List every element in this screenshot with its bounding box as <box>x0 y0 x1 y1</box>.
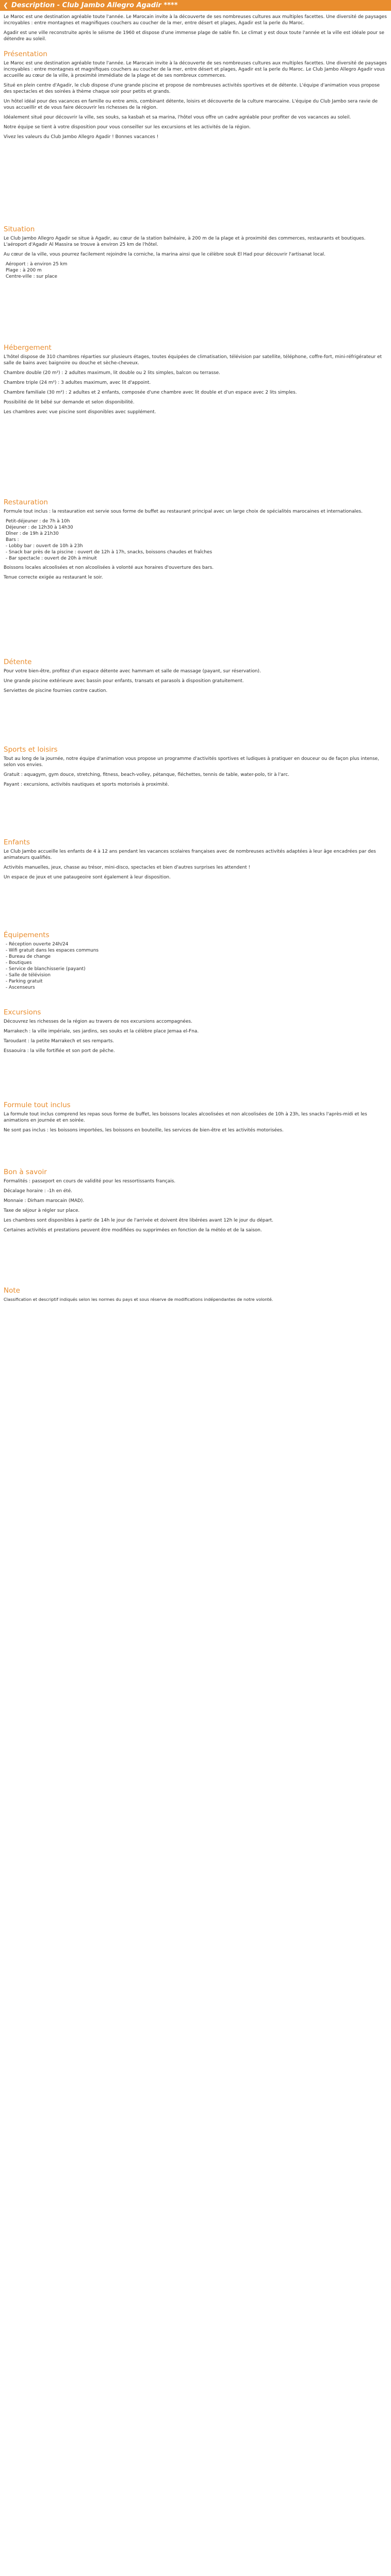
restauration-section <box>4 498 388 584</box>
section-paragraph: Taroudant : la petite Marrakech et ses remparts. <box>4 1039 115 1044</box>
section-paragraph: Possibilité de lit bébé sur demande et selon disponibilité. <box>4 400 135 405</box>
section-paragraph: Certaines activités et prestations peuvent être modifiées ou supprimées en fonction de la météo et de la saison. <box>4 1228 262 1233</box>
section-paragraph: Marrakech : la ville impériale, ses jardins, ses souks et la célèbre place Jemaa el-Fna. <box>4 1029 199 1034</box>
section-paragraph: Situé en plein centre d'Agadir, le club dispose d'une grande piscine et propose de nombreuses activités sportives et de détente. L'équipe d'animation vous propose des spectacles et des soirées à thème chaque soir pour petits et grands. <box>4 83 380 94</box>
intro-section <box>4 14 388 46</box>
section-paragraph: Essaouira : la ville fortifiée et son port de pêche. <box>4 1048 115 1054</box>
list-item: - Bureau de change <box>6 954 388 960</box>
section-title: Enfants <box>4 838 30 846</box>
section-paragraph: Classification et descriptif indiqués selon les normes du pays et sous réserve de modifications indépendantes de notre volonté. <box>4 1297 273 1302</box>
note-section <box>4 1286 388 1306</box>
section-title: Présentation <box>4 50 47 58</box>
header-bar <box>0 0 391 11</box>
list-item: - Boutiques <box>6 960 388 966</box>
list-item: Dîner : de 19h à 21h30 <box>6 531 59 536</box>
section-title: Excursions <box>4 1008 41 1016</box>
section-paragraph: Décalage horaire : -1h en été. <box>4 1189 73 1194</box>
list-item: Plage : à 200 m <box>6 268 42 273</box>
list-item: - Snack bar près de la piscine : ouvert de 12h à 17h, snacks, boissons chaudes et fraîches <box>6 550 213 555</box>
section-paragraph: Boissons locales alcoolisées et non alcoolisées à volonté aux horaires d'ouverture des bars. <box>4 565 214 570</box>
section-paragraph: Activités manuelles, jeux, chasse au trésor, mini-disco, spectacles et bien d'autres surprises les attendent ! <box>4 865 251 870</box>
section-paragraph: L'hôtel dispose de 310 chambres réparties sur plusieurs étages, toutes équipées de climatisation, télévision par satellite, téléphone, coffre-fort, mini-réfrigérateur et salle de bains avec baignoire ou douche et sèche-cheveux. <box>4 354 382 366</box>
section-paragraph: Les chambres avec vue piscine sont disponibles avec supplément. <box>4 410 156 415</box>
section-paragraph: Chambre familiale (30 m²) : 2 adultes et 2 enfants, composée d'une chambre avec lit double et d'un espace avec 2 lits simples. <box>4 390 297 395</box>
section-paragraph: La formule tout inclus comprend les repas sous forme de buffet, les boissons locales alcoolisées et non alcoolisées de 10h à 23h, les snacks l'après-midi et les animations en journée et en soirée. <box>4 1112 367 1123</box>
section-title: Situation <box>4 225 35 233</box>
hebergement-section <box>4 344 388 419</box>
list-item: - Bar spectacle : ouvert de 20h à minuit <box>6 556 97 561</box>
section-paragraph: Ne sont pas inclus : les boissons importées, les boissons en bouteille, les services de bien-être et les activités motorisées. <box>4 1128 284 1133</box>
list-item: - Salle de télévision <box>6 972 388 978</box>
section-paragraph: Le Club Jambo accueille les enfants de 4 à 12 ans pendant les vacances scolaires françaises avec de nombreuses activités adaptées à leur âge encadrées par des animateurs qualifiés. <box>4 849 376 860</box>
section-paragraph: Notre équipe se tient à votre disposition pour vous conseiller sur les excursions et les activités de la région. <box>4 125 251 130</box>
section-paragraph: Un espace de jeux et une pataugeoire sont également à leur disposition. <box>4 875 171 880</box>
section-title: Restauration <box>4 498 48 506</box>
section-paragraph: Taxe de séjour à régler sur place. <box>4 1208 80 1213</box>
section-paragraph: Chambre triple (24 m²) : 3 adultes maximum, avec lit d'appoint. <box>4 380 151 385</box>
list-item: - Service de blanchisserie (payant) <box>6 966 388 972</box>
section-paragraph: Le Maroc est une destination agréable toute l'année. Le Marocain invite à la découverte de ses nombreuses cultures aux multiples facettes. Une diversité de paysages incroyables : entre montagnes et magnifiques couchers au coucher de la mer, entre désert et plages, Agadir est la perle du Maroc. Le Club Jambo Allegro Agadir vous accueille au cœur de la ville, à proximité immédiate de la plage et de ses nombreux commerces. <box>4 61 387 78</box>
list-item: - Ascenseurs <box>6 985 388 991</box>
section-paragraph: Tenue correcte exigée au restaurant le soir. <box>4 575 103 580</box>
list-item: - Wifi gratuit dans les espaces communs <box>6 947 388 954</box>
list-item: Petit-déjeuner : de 7h à 10h <box>6 519 70 524</box>
detente-section <box>4 658 388 698</box>
section-paragraph: Tout au long de la journée, notre équipe d'animation vous propose un programme d'activités sportives et ludiques à pratiquer en douceur ou de façon plus intense, selon vos envies. <box>4 756 379 768</box>
list-item: Déjeuner : de 12h30 à 14h30 <box>6 525 73 530</box>
section-paragraph: Les chambres sont disponibles à partir de 14h le jour de l'arrivée et doivent être libérées avant 12h le jour du départ. <box>4 1218 273 1223</box>
presentation-section <box>4 50 388 144</box>
section-paragraph: Monnaie : Dirham marocain (MAD). <box>4 1198 85 1204</box>
section-paragraph: Le Club Jambo Allegro Agadir se situe à Agadir, au cœur de la station balnéaire, à 200 m de la plage et à proximité des commerces, restaurants et boutiques. L'aéroport d'Agadir Al Massira se trouve à environ 25 km de l'hôtel. <box>4 236 366 247</box>
section-paragraph: Au cœur de la ville, vous pourrez facilement rejoindre la corniche, la marina ainsi que le célèbre souk El Had pour découvrir l'artisanat local. <box>4 252 325 257</box>
page-title: Description - Club Jambo Allegro Agadir **** <box>11 2 178 9</box>
distance-list <box>4 261 388 280</box>
list-item: Aéroport : à environ 25 km <box>6 262 68 267</box>
section-title: Formule tout inclus <box>4 1101 71 1109</box>
section-title: Détente <box>4 658 32 666</box>
list-item: - Lobby bar : ouvert de 10h à 23h <box>6 544 83 549</box>
schedule-list <box>4 518 388 562</box>
section-paragraph: Une grande piscine extérieure avec bassin pour enfants, transats et parasols à disposition gratuitement. <box>4 679 244 684</box>
section-paragraph: Idéalement situé pour découvrir la ville, ses souks, sa kasbah et sa marina, l'hôtel vous offre un cadre agréable pour profiter de vos vacances au soleil. <box>4 115 351 120</box>
section-paragraph: Découvrez les richesses de la région au travers de nos excursions accompagnées. <box>4 1019 192 1024</box>
section-title: Note <box>4 1286 20 1295</box>
section-paragraph: Formalités : passeport en cours de validité pour les ressortissants français. <box>4 1179 176 1184</box>
formule-section <box>4 1101 388 1137</box>
list-item: - Réception ouverte 24h/24 <box>6 941 388 947</box>
excursions-section <box>4 1008 388 1058</box>
list-item: Centre-ville : sur place <box>6 274 57 279</box>
equipements-section <box>4 931 388 994</box>
section-paragraph: Payant : excursions, activités nautiques et sports motorisés à proximité. <box>4 782 169 787</box>
equipment-list <box>4 941 388 991</box>
bon-a-savoir-section <box>4 1168 388 1237</box>
section-paragraph: Chambre double (20 m²) : 2 adultes maximum, lit double ou 2 lits simples, balcon ou terrasse. <box>4 370 220 376</box>
section-title: Sports et loisirs <box>4 745 58 754</box>
section-paragraph: Un hôtel idéal pour des vacances en famille ou entre amis, combinant détente, loisirs et découverte de la culture marocaine. L'équipe du Club Jambo sera ravie de vous accueillir et de vous faire découvrir les richesses de la région. <box>4 99 378 110</box>
list-item: - Parking gratuit <box>6 978 388 985</box>
section-title: Équipements <box>4 931 50 939</box>
sports-section <box>4 745 388 791</box>
section-paragraph: Pour votre bien-être, profitez d'un espace détente avec hammam et salle de massage (payant, sur réservation). <box>4 669 261 674</box>
situation-section <box>4 225 388 283</box>
intro-paragraph: Agadir est une ville reconstruite après le séisme de 1960 et dispose d'une immense plage de sable fin. Le climat y est doux toute l'année et la ville est idéale pour se détendre au soleil. <box>4 30 384 42</box>
section-paragraph: Gratuit : aquagym, gym douce, stretching, fitness, beach-volley, pétanque, fléchettes, tennis de table, water-polo, tir à l'arc. <box>4 772 289 777</box>
arrow-left-icon[interactable]: ❮ <box>3 2 9 9</box>
section-paragraph: Formule tout inclus : la restauration est servie sous forme de buffet au restaurant principal avec un large choix de spécialités marocaines et internationales. <box>4 509 363 514</box>
enfants-section <box>4 838 388 884</box>
section-paragraph: Serviettes de piscine fournies contre caution. <box>4 688 108 693</box>
section-paragraph: Vivez les valeurs du Club Jambo Allegro Agadir ! Bonnes vacances ! <box>4 134 159 140</box>
section-title: Bon à savoir <box>4 1168 47 1176</box>
section-title: Hébergement <box>4 344 52 352</box>
list-item: Bars : <box>6 537 19 543</box>
intro-paragraph: Le Maroc est une destination agréable toute l'année. Le Marocain invite à la découverte de ses nombreuses cultures aux multiples facettes. Une diversité de paysages incroyables : entre montagnes et magnifiques couchers au coucher de la mer, entre désert et plages, Agadir est la perle du Maroc. <box>4 14 387 26</box>
